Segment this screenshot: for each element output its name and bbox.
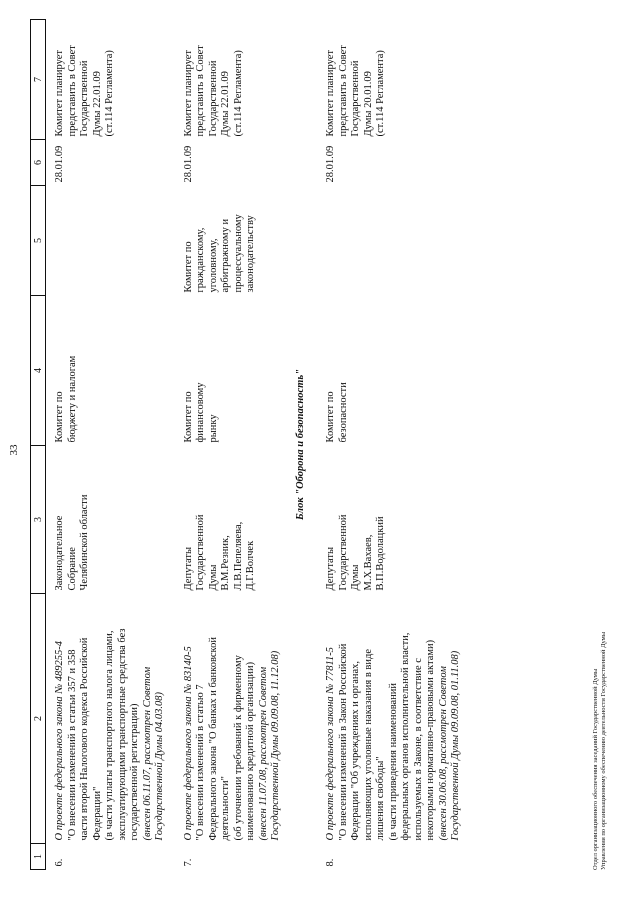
author-line: Государственной bbox=[337, 514, 349, 591]
responsible-committee bbox=[175, 296, 291, 446]
bill-text-line: "О внесении изменений в Закон Российской bbox=[337, 643, 349, 841]
bill-description bbox=[46, 594, 175, 844]
co-committee bbox=[175, 186, 291, 296]
committee-line: Комитет по bbox=[325, 391, 336, 443]
bill-text-line: части второй Налогового кодекса Российской bbox=[79, 637, 90, 841]
column-number: 3 bbox=[31, 446, 46, 594]
bill-text-line: эксплуатирующими транспортные средства без bbox=[116, 628, 128, 841]
co-committee-line: Комитет по bbox=[182, 241, 194, 293]
block-title-row bbox=[291, 20, 318, 870]
table-row bbox=[46, 20, 175, 870]
plan-line: Думы 22.01.09 bbox=[220, 71, 231, 137]
author-line: Законодательное bbox=[54, 515, 65, 591]
author-line: Челябинской области bbox=[79, 494, 90, 591]
bill-title: О проекте федерального закона № 83140-5 bbox=[182, 646, 194, 841]
column-number: 4 bbox=[31, 296, 46, 446]
plan-line: Комитет планирует bbox=[54, 50, 65, 137]
bill-text-line: "О внесении изменений в статьи 357 и 358 bbox=[66, 649, 78, 841]
plan-line: представить в Совет bbox=[337, 45, 349, 137]
bill-description bbox=[317, 594, 471, 844]
bill-note-line: Государственной Думы 09.09.08, 01.11.08) bbox=[450, 650, 461, 841]
plan-line: Думы 20.01.09 bbox=[362, 71, 374, 137]
bill-text-line: государственной регистрации) bbox=[129, 703, 140, 841]
author-line: В.П.Водолацкий bbox=[375, 516, 386, 591]
table-row bbox=[317, 20, 471, 870]
review-date: 28.01.09 bbox=[325, 145, 336, 183]
author-line: Думы bbox=[207, 564, 219, 591]
plan-line: представить в Совет bbox=[66, 45, 78, 137]
bill-text-line: Федерального закона "О банках и банковской bbox=[207, 637, 219, 841]
co-committee-line: процессуальному bbox=[232, 214, 244, 293]
co-committee bbox=[317, 186, 471, 296]
column-number: 5 bbox=[31, 186, 46, 296]
page-number: 33 bbox=[8, 444, 20, 456]
bill-title: О проекте федерального закона № 77811-5 bbox=[325, 647, 336, 841]
bill-text-line: наименованию кредитной организации) bbox=[245, 661, 256, 841]
column-number: 1 bbox=[31, 844, 46, 870]
bill-title: О проекте федерального закона № 489255-4 bbox=[54, 641, 65, 841]
bill-text-line: лишения свободы" bbox=[375, 756, 386, 841]
author-line: Д.Г.Волчек bbox=[245, 540, 256, 591]
bill-text-line: Федерации" bbox=[91, 786, 103, 841]
block-title: Блок "Оборона и безопасность" bbox=[294, 369, 306, 520]
column-number: 6 bbox=[31, 140, 46, 186]
bill-author bbox=[46, 446, 175, 594]
committee-line: финансовому bbox=[195, 382, 206, 443]
plan-line: (ст.114 Регламента) bbox=[104, 50, 115, 137]
bill-author bbox=[317, 446, 471, 594]
plan bbox=[46, 20, 175, 140]
bill-text-line: федеральных органов исполнительной власти, bbox=[400, 632, 411, 841]
column-number: 7 bbox=[31, 20, 46, 140]
author-line: Государственной bbox=[195, 514, 206, 591]
bill-description bbox=[175, 594, 291, 844]
author-line: М.Х.Вахаев, bbox=[362, 534, 374, 591]
bill-text-line: "О внесении изменений в статью 7 bbox=[195, 684, 206, 841]
bill-text-line: некоторыми нормативно-правовыми актами) bbox=[425, 639, 436, 841]
bill-author bbox=[175, 446, 291, 594]
committee-line: бюджету и налогам bbox=[66, 355, 78, 443]
plan-line: Государственной bbox=[350, 60, 361, 137]
bill-text-line: исполняющих уголовные наказания в виде bbox=[362, 649, 374, 841]
co-committee-line: арбитражному и bbox=[220, 218, 231, 293]
review-date: 28.01.09 bbox=[54, 145, 65, 183]
plan-line: Думы 22.01.09 bbox=[91, 71, 103, 137]
author-line: Депутаты bbox=[182, 546, 194, 591]
bill-text-line: деятельности" bbox=[220, 776, 231, 841]
committee-line: Комитет по bbox=[182, 391, 194, 443]
column-number-row bbox=[31, 20, 46, 870]
author-line: В.М.Резник, bbox=[220, 535, 231, 591]
author-line: Депутаты bbox=[325, 546, 336, 591]
row-number: 7. bbox=[182, 858, 194, 867]
plan-line: Государственной bbox=[207, 60, 219, 137]
plan-line: представить в Совет bbox=[195, 45, 206, 137]
author-line: Думы bbox=[350, 564, 361, 591]
co-committee bbox=[46, 186, 175, 296]
plan-line: Комитет планирует bbox=[325, 50, 336, 137]
committee-line: безопасности bbox=[337, 382, 349, 443]
bill-text-line: используемых в Законе, в соответствие с bbox=[412, 658, 424, 841]
committee-line: рынку bbox=[207, 414, 219, 443]
bill-text-line: Федерации "Об учреждениях и органах, bbox=[350, 660, 361, 841]
plan-line: (ст.114 Регламента) bbox=[232, 50, 244, 137]
responsible-committee bbox=[317, 296, 471, 446]
bill-note-line: (внесен 11.07.08, рассмотрен Советом bbox=[257, 666, 269, 841]
table-row bbox=[175, 20, 291, 870]
plan-line: Комитет планирует bbox=[182, 50, 194, 137]
plan-line: (ст.114 Регламента) bbox=[375, 50, 386, 137]
bill-text-line: (об уточнении требований к фирменному bbox=[232, 655, 244, 841]
column-number: 2 bbox=[31, 594, 46, 844]
plan-line: Государственной bbox=[79, 60, 90, 137]
agenda-table bbox=[30, 19, 471, 870]
committee-line: Комитет по bbox=[54, 391, 65, 443]
bill-text-line: (в части приведения наименований bbox=[387, 682, 399, 841]
row-number: 8. bbox=[325, 858, 336, 867]
responsible-committee bbox=[46, 296, 175, 446]
row-number: 6. bbox=[54, 858, 65, 867]
co-committee-line: гражданскому, bbox=[195, 227, 206, 293]
co-committee-line: уголовному, bbox=[207, 238, 219, 293]
review-date: 28.01.09 bbox=[182, 145, 194, 183]
plan bbox=[317, 20, 471, 140]
bill-note-line: (внесен 06.11.07, рассмотрен Советом bbox=[141, 666, 153, 841]
author-line: Л.В.Пепеляева, bbox=[232, 521, 244, 591]
bill-note-line: Государственной Думы 04.03.08) bbox=[154, 692, 165, 841]
author-line: Собрание bbox=[66, 547, 78, 591]
footer-line: Управления по организационному обеспечению деятельности Государственной Думы bbox=[600, 631, 607, 870]
bill-text-line: (в части уплаты транспортного налога лицами, bbox=[104, 630, 115, 841]
co-committee-line: законодательству bbox=[245, 215, 256, 293]
plan bbox=[175, 20, 291, 140]
footer bbox=[592, 632, 608, 870]
footer-line: Отдел организационного обеспечения заседаний Государственной Думы bbox=[592, 668, 599, 870]
bill-note-line: Государственной Думы 09.09.08, 11.12.08) bbox=[270, 650, 281, 841]
bill-note-line: (внесен 30.06.08, рассмотрен Советом bbox=[437, 666, 449, 841]
